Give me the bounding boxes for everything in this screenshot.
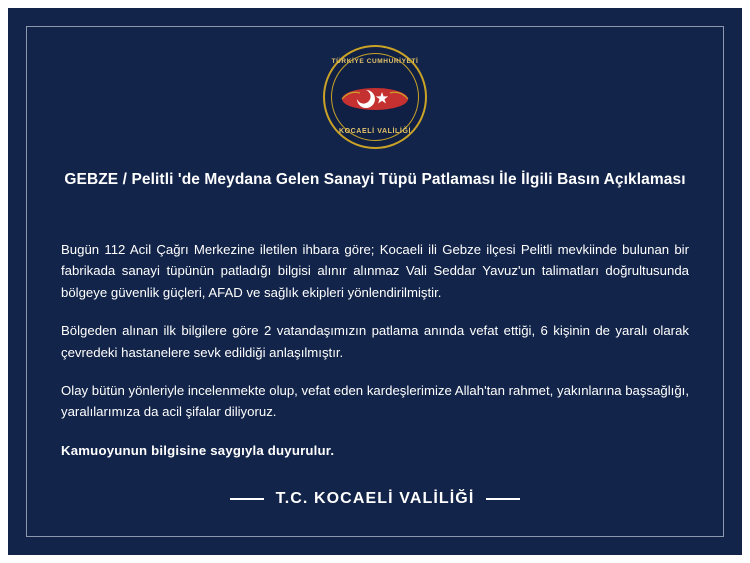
emblem-container <box>27 45 723 149</box>
paragraph-2: Bölgeden alınan ilk bilgilere göre 2 vatandaşımızın patlama anında vefat ettiği, 6 kişinin de yaralı olarak çevredeki hastanelere sevk edildiği anlaşılmıştır. <box>61 323 689 360</box>
kocaeli-governorship-emblem-icon <box>323 45 427 149</box>
page-title: GEBZE / Pelitli 'de Meydana Gelen Sanayi Tüpü Patlaması İle İlgili Basın Açıklaması <box>64 171 686 188</box>
emblem-top-text: TÜRKİYE CUMHURİYETİ <box>331 58 419 65</box>
footer-signature: T.C. KOCAELİ VALİLİĞİ <box>275 490 475 507</box>
paragraph-3: Olay bütün yönleriyle incelenmekte olup, vefat eden kardeşlerimize Allah'tan rahmet, yakınlarına başsağlığı, yaralılarımıza da acil şifalar diliyoruz. <box>61 382 689 420</box>
footer-rule-right <box>486 498 520 500</box>
crescent-star-icon <box>336 77 414 117</box>
emblem-bottom-text: KOCAELİ VALİLİĞİ <box>338 128 412 135</box>
poster-inner-frame <box>26 26 724 537</box>
closing-line: Kamuoyunun bilgisine saygıyla duyurulur. <box>61 442 335 458</box>
press-release-poster <box>8 8 742 555</box>
footer-rule-left <box>230 498 264 500</box>
paragraph-1: Bugün 112 Acil Çağrı Merkezine iletilen ihbara göre; Kocaeli ili Gebze ilçesi Pelitli mevkiinde bulunan bir fabrikada sanayi tüpünün patladığı bilgisi alınır alınmaz Vali Seddar Yavuz'un talimatları doğrultusunda bölgeye güvenlik güçleri, AFAD ve sağlık ekipleri yönlendirilmiştir. <box>61 242 689 300</box>
poster-footer <box>27 490 723 508</box>
press-release-body <box>61 239 689 461</box>
